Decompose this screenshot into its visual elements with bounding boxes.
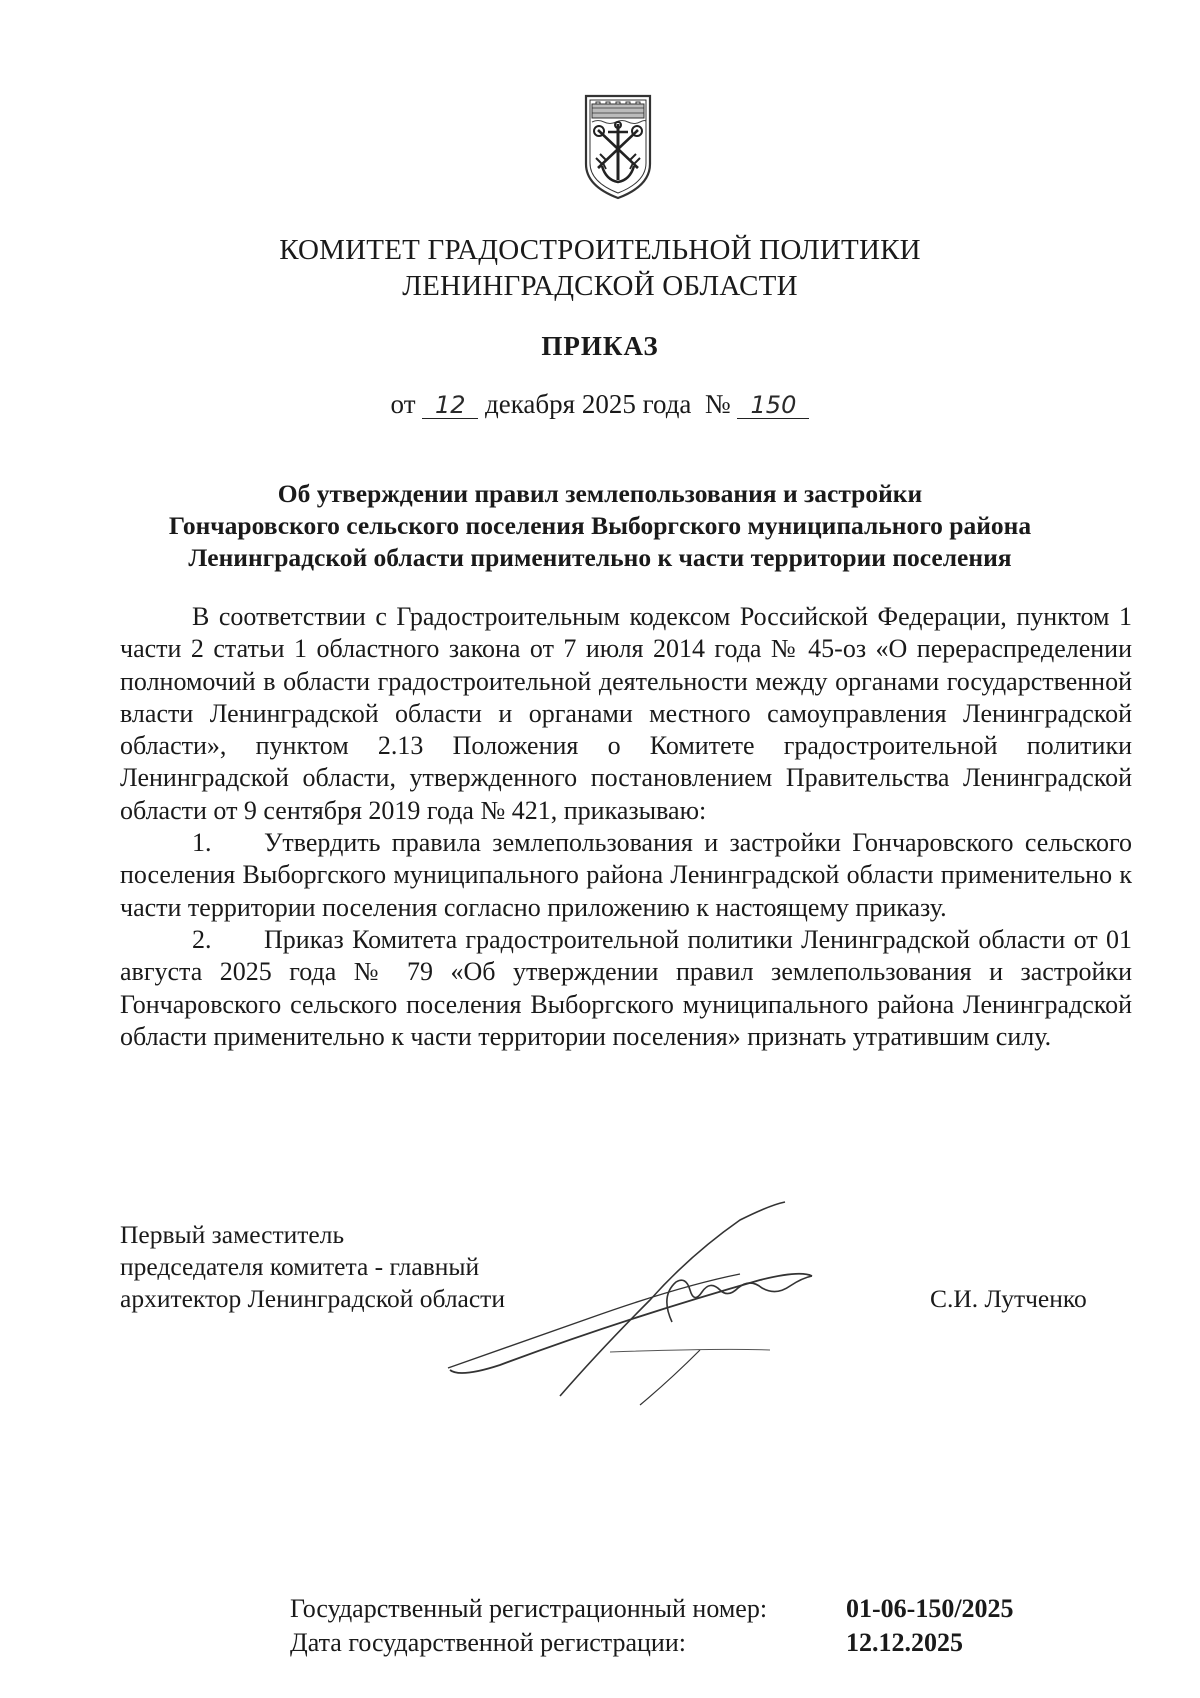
org-name-line2: ЛЕНИНГРАДСКОЙ ОБЛАСТИ bbox=[402, 270, 798, 302]
date-day-handwritten: 12 bbox=[422, 392, 478, 419]
order-item-2-number: 2. bbox=[192, 924, 212, 954]
order-item-1-text: Утвердить правила землепользования и застройки Гончаровского сельского поселения Выборгского муниципального района Ленинградской области применительно к части территории поселения согласно приложению к настоящему приказу. bbox=[120, 828, 1132, 922]
date-prefix: от bbox=[390, 389, 416, 419]
document-title bbox=[120, 478, 1080, 574]
order-item-2 bbox=[120, 924, 1132, 1053]
number-sign: № bbox=[704, 389, 731, 419]
org-name-line1: КОМИТЕТ ГРАДОСТРОИТЕЛЬНОЙ ПОЛИТИКИ bbox=[279, 234, 921, 266]
coat-of-arms-emblem bbox=[584, 94, 652, 200]
document-body bbox=[120, 601, 1132, 1053]
registration-date-value: 12.12.2025 bbox=[846, 1628, 963, 1657]
document-type: ПРИКАЗ bbox=[541, 331, 659, 361]
preamble-paragraph: В соответствии с Градостроительным кодексом Российской Федерации, пунктом 1 части 2 статьи 1 областного закона от 7 июля 2014 года № 45-оз «О перераспределении полномочий в области градостроительной деятельности между органами государственной власти Ленинградской области и органами местного самоуправления Ленинградской области», пунктом 2.13 Положения о Комитете градостроительной политики Ленинградской области, утвержденного постановлением Правительства Ленинградской области от 9 сентября 2019 года № 421, приказываю: bbox=[120, 602, 1132, 825]
order-item-1-number: 1. bbox=[192, 828, 212, 858]
registration-date-label: Дата государственной регистрации: bbox=[290, 1628, 686, 1657]
title-line3: Ленинградской области применительно к части территории поселения bbox=[188, 543, 1012, 572]
date-line bbox=[0, 389, 1200, 420]
title-line1: Об утверждении правил землепользования и застройки bbox=[277, 479, 923, 508]
signer-name: С.И. Лутченко bbox=[930, 1284, 1087, 1313]
signer-position-line1: Первый заместитель bbox=[120, 1220, 345, 1249]
order-item-1 bbox=[120, 827, 1132, 924]
title-line2: Гончаровского сельского поселения Выборгского муниципального района bbox=[168, 511, 1032, 540]
registration-number-label: Государственный регистрационный номер: bbox=[290, 1594, 768, 1623]
signer-position-line2: председателя комитета - главный bbox=[120, 1252, 480, 1281]
date-month-year: декабря 2025 года bbox=[485, 389, 692, 419]
registration-number-value: 01-06-150/2025 bbox=[846, 1594, 1014, 1623]
signer-position-line3: архитектор Ленинградской области bbox=[120, 1284, 505, 1313]
order-item-2-text: Приказ Комитета градостроительной политики Ленинградской области от 01 августа 2025 года № 79 «Об утверждении правил землепользования и застройки Гончаровского сельского поселения Выборгского муниципального района Ленинградской области применительно к части территории поселения» признать утратившим силу. bbox=[120, 924, 1132, 1051]
handwritten-signature bbox=[440, 1200, 910, 1410]
document-number-handwritten: 150 bbox=[737, 392, 809, 419]
